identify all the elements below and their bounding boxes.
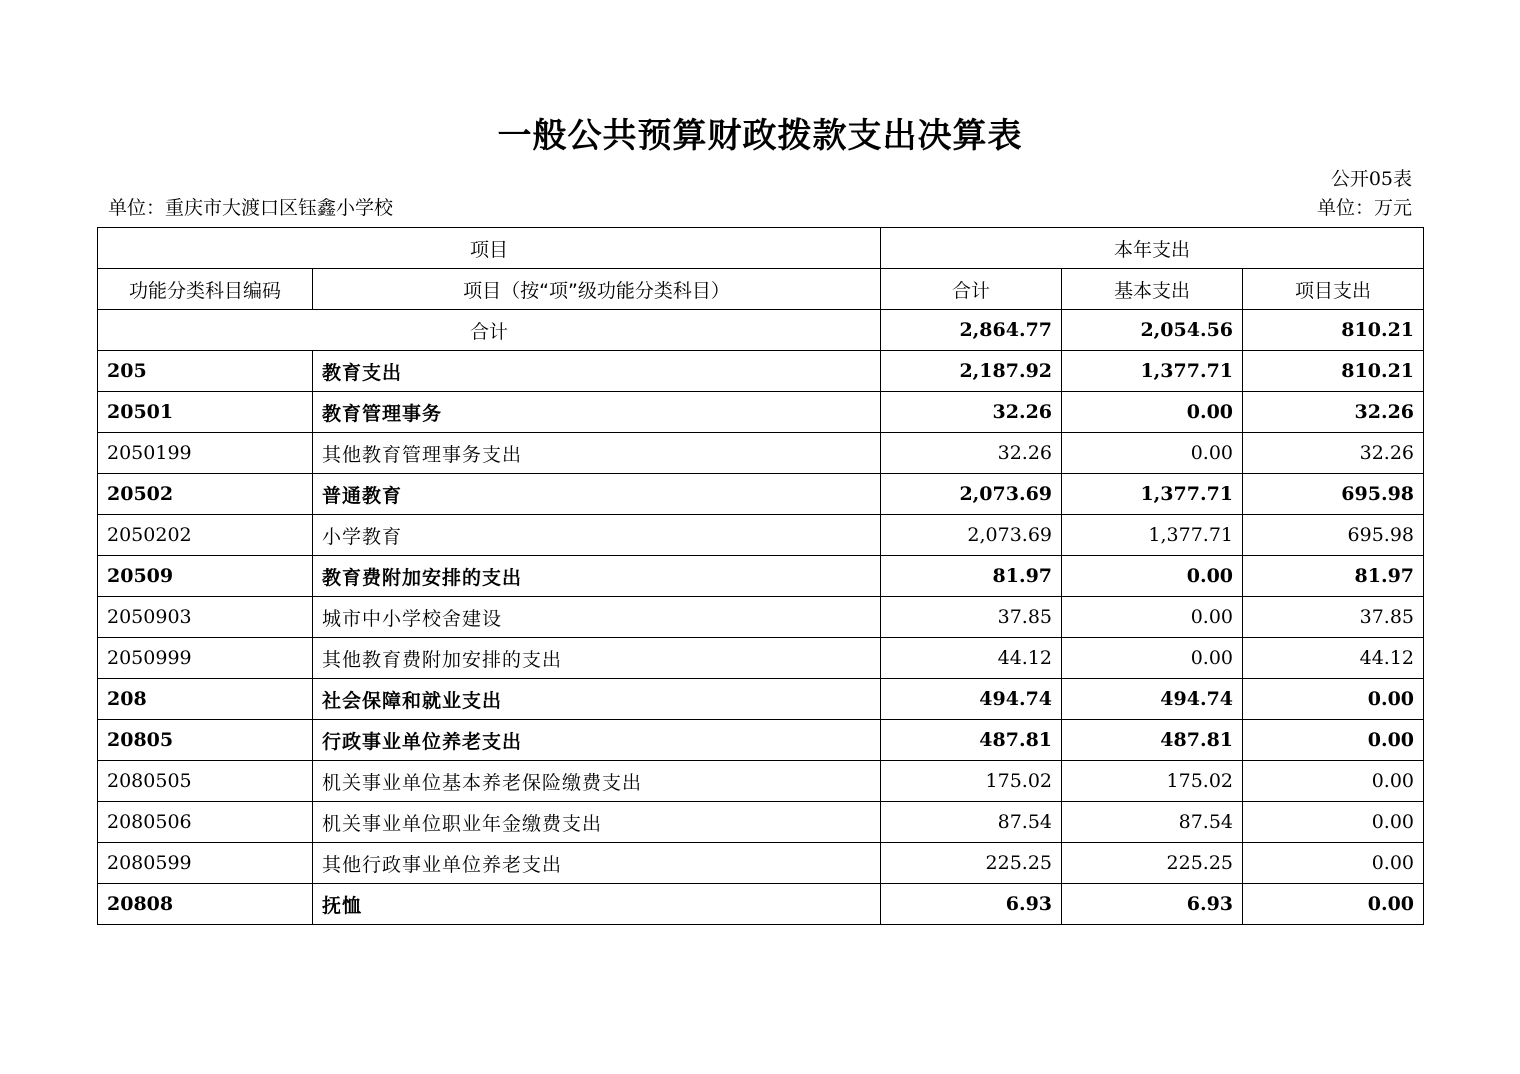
row-item: 0.00 bbox=[1243, 802, 1424, 843]
table-row bbox=[98, 638, 1424, 679]
row-name: 其他教育管理事务支出 bbox=[313, 433, 881, 474]
row-name: 教育支出 bbox=[313, 351, 881, 392]
row-code: 20502 bbox=[98, 474, 313, 515]
header-code: 功能分类科目编码 bbox=[98, 269, 313, 310]
row-basic: 6.93 bbox=[1062, 884, 1243, 925]
row-code: 20808 bbox=[98, 884, 313, 925]
table-row bbox=[98, 515, 1424, 556]
row-code: 2050999 bbox=[98, 638, 313, 679]
row-item: 32.26 bbox=[1243, 433, 1424, 474]
row-code: 20509 bbox=[98, 556, 313, 597]
row-code: 2080599 bbox=[98, 843, 313, 884]
table-row bbox=[98, 720, 1424, 761]
row-item: 37.85 bbox=[1243, 597, 1424, 638]
row-total: 494.74 bbox=[881, 679, 1062, 720]
row-item: 0.00 bbox=[1243, 679, 1424, 720]
row-total: 487.81 bbox=[881, 720, 1062, 761]
row-item: 44.12 bbox=[1243, 638, 1424, 679]
row-basic: 175.02 bbox=[1062, 761, 1243, 802]
row-name: 机关事业单位职业年金缴费支出 bbox=[313, 802, 881, 843]
header-item: 项目支出 bbox=[1243, 269, 1424, 310]
row-name: 抚恤 bbox=[313, 884, 881, 925]
budget-table bbox=[97, 227, 1424, 925]
row-total: 175.02 bbox=[881, 761, 1062, 802]
total-item: 810.21 bbox=[1243, 310, 1424, 351]
page-title: 一般公共预算财政拨款支出决算表 bbox=[497, 116, 1023, 156]
row-name: 城市中小学校舍建设 bbox=[313, 597, 881, 638]
row-basic: 0.00 bbox=[1062, 638, 1243, 679]
row-total: 44.12 bbox=[881, 638, 1062, 679]
row-basic: 1,377.71 bbox=[1062, 351, 1243, 392]
row-basic: 494.74 bbox=[1062, 679, 1243, 720]
header-name: 项目（按“项”级功能分类科目） bbox=[313, 269, 881, 310]
table-row bbox=[98, 433, 1424, 474]
row-code: 2050903 bbox=[98, 597, 313, 638]
row-code: 205 bbox=[98, 351, 313, 392]
row-basic: 0.00 bbox=[1062, 392, 1243, 433]
row-total: 37.85 bbox=[881, 597, 1062, 638]
row-name: 教育费附加安排的支出 bbox=[313, 556, 881, 597]
row-total: 81.97 bbox=[881, 556, 1062, 597]
row-name: 机关事业单位基本养老保险缴费支出 bbox=[313, 761, 881, 802]
row-total: 32.26 bbox=[881, 433, 1062, 474]
row-total: 225.25 bbox=[881, 843, 1062, 884]
row-code: 2080505 bbox=[98, 761, 313, 802]
unit-currency: 单位：万元 bbox=[1316, 197, 1412, 219]
row-name: 教育管理事务 bbox=[313, 392, 881, 433]
row-total: 2,073.69 bbox=[881, 515, 1062, 556]
table-row bbox=[98, 392, 1424, 433]
row-basic: 0.00 bbox=[1062, 597, 1243, 638]
total-total: 2,864.77 bbox=[881, 310, 1062, 351]
row-basic: 487.81 bbox=[1062, 720, 1243, 761]
header-basic: 基本支出 bbox=[1062, 269, 1243, 310]
form-number: 公开05表 bbox=[1330, 168, 1412, 190]
row-item: 810.21 bbox=[1243, 351, 1424, 392]
table-row bbox=[98, 884, 1424, 925]
total-row bbox=[98, 310, 1424, 351]
row-item: 32.26 bbox=[1243, 392, 1424, 433]
table-row bbox=[98, 802, 1424, 843]
row-name: 其他教育费附加安排的支出 bbox=[313, 638, 881, 679]
row-item: 0.00 bbox=[1243, 843, 1424, 884]
row-code: 2080506 bbox=[98, 802, 313, 843]
table-row bbox=[98, 597, 1424, 638]
total-basic: 2,054.56 bbox=[1062, 310, 1243, 351]
row-item: 0.00 bbox=[1243, 761, 1424, 802]
row-total: 2,187.92 bbox=[881, 351, 1062, 392]
row-item: 81.97 bbox=[1243, 556, 1424, 597]
table-row bbox=[98, 351, 1424, 392]
header-this-year: 本年支出 bbox=[881, 228, 1424, 269]
row-name: 小学教育 bbox=[313, 515, 881, 556]
table-row bbox=[98, 679, 1424, 720]
row-code: 20501 bbox=[98, 392, 313, 433]
row-basic: 87.54 bbox=[1062, 802, 1243, 843]
row-code: 20805 bbox=[98, 720, 313, 761]
row-item: 0.00 bbox=[1243, 884, 1424, 925]
row-name: 行政事业单位养老支出 bbox=[313, 720, 881, 761]
table-row bbox=[98, 843, 1424, 884]
row-item: 0.00 bbox=[1243, 720, 1424, 761]
table-row bbox=[98, 474, 1424, 515]
row-total: 87.54 bbox=[881, 802, 1062, 843]
header-project: 项目 bbox=[98, 228, 881, 269]
header-row-1 bbox=[98, 228, 1424, 269]
row-name: 其他行政事业单位养老支出 bbox=[313, 843, 881, 884]
row-name: 普通教育 bbox=[313, 474, 881, 515]
row-item: 695.98 bbox=[1243, 474, 1424, 515]
header-row-2 bbox=[98, 269, 1424, 310]
row-basic: 0.00 bbox=[1062, 433, 1243, 474]
row-total: 32.26 bbox=[881, 392, 1062, 433]
row-code: 2050202 bbox=[98, 515, 313, 556]
row-basic: 1,377.71 bbox=[1062, 515, 1243, 556]
header-total: 合计 bbox=[881, 269, 1062, 310]
table-row bbox=[98, 556, 1424, 597]
total-label: 合计 bbox=[98, 310, 881, 351]
row-basic: 225.25 bbox=[1062, 843, 1243, 884]
row-code: 2050199 bbox=[98, 433, 313, 474]
table-row bbox=[98, 761, 1424, 802]
row-basic: 0.00 bbox=[1062, 556, 1243, 597]
unit-organization: 单位：重庆市大渡口区钰鑫小学校 bbox=[108, 197, 394, 219]
row-total: 2,073.69 bbox=[881, 474, 1062, 515]
row-basic: 1,377.71 bbox=[1062, 474, 1243, 515]
row-item: 695.98 bbox=[1243, 515, 1424, 556]
row-name: 社会保障和就业支出 bbox=[313, 679, 881, 720]
row-total: 6.93 bbox=[881, 884, 1062, 925]
row-code: 208 bbox=[98, 679, 313, 720]
